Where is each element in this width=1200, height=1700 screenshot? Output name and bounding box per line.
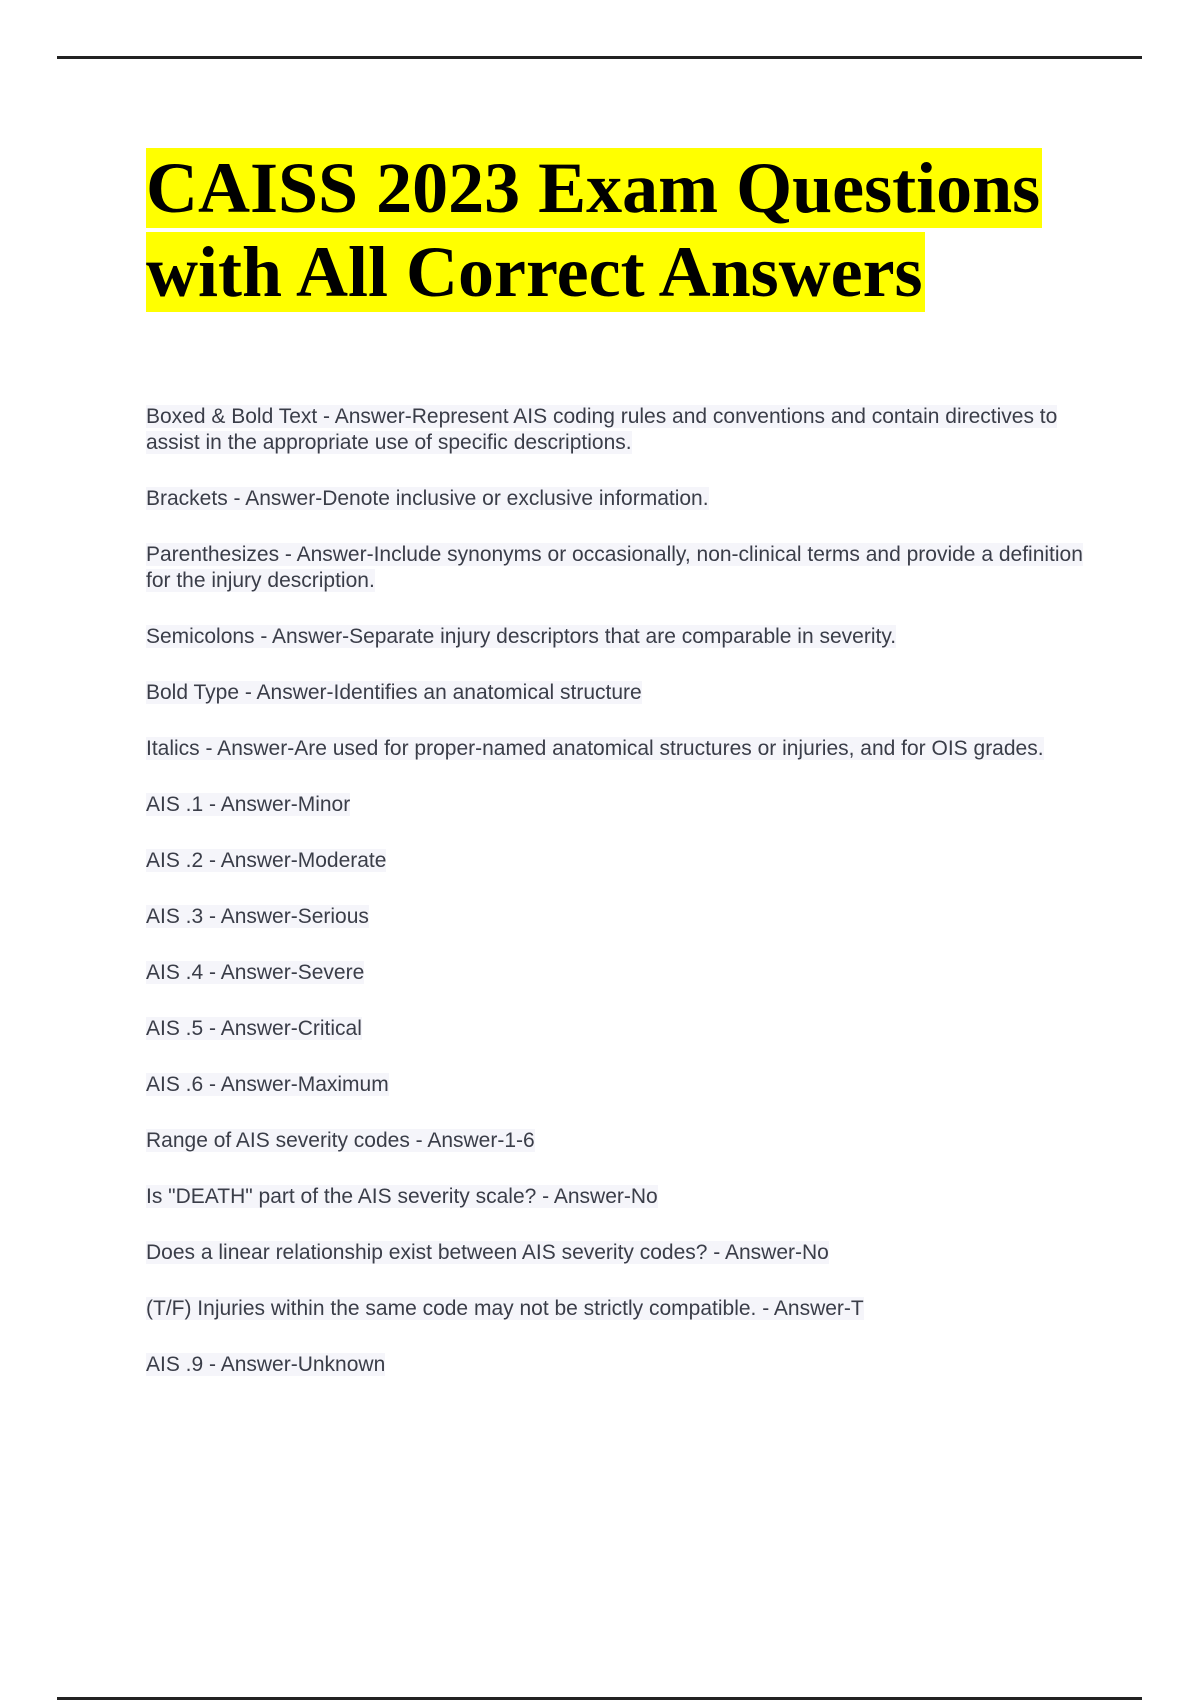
qa-item: AIS .4 - Answer-Severe xyxy=(146,961,365,984)
qa-item: Brackets - Answer-Denote inclusive or exclusive information. xyxy=(146,487,709,510)
qa-item: AIS .5 - Answer-Critical xyxy=(146,1017,362,1040)
qa-item: Range of AIS severity codes - Answer-1-6 xyxy=(146,1129,535,1152)
qa-item: AIS .3 - Answer-Serious xyxy=(146,905,369,928)
qa-item: Semicolons - Answer-Separate injury descriptors that are comparable in severity. xyxy=(146,625,897,648)
qa-item: Parenthesizes - Answer-Include synonyms or occasionally, non-clinical terms and provide a definition for the injury description. xyxy=(146,543,1083,592)
qa-item: AIS .9 - Answer-Unknown xyxy=(146,1353,386,1376)
qa-item: Boxed & Bold Text - Answer-Represent AIS coding rules and conventions and contain directives to assist in the appropriate use of specific descriptions. xyxy=(146,405,1058,454)
title-line-2: with All Correct Answers xyxy=(146,232,923,312)
qa-item: Italics - Answer-Are used for proper-named anatomical structures or injuries, and for OIS grades. xyxy=(146,737,1044,760)
top-rule-divider xyxy=(57,56,1142,59)
qa-item: AIS .1 - Answer-Minor xyxy=(146,793,351,816)
document-title xyxy=(146,146,1076,314)
question-answer-list xyxy=(146,404,1086,1408)
title-line-1: CAISS 2023 Exam Questions xyxy=(146,148,1041,228)
qa-item: AIS .2 - Answer-Moderate xyxy=(146,849,387,872)
qa-item: Does a linear relationship exist between AIS severity codes? - Answer-No xyxy=(146,1241,829,1264)
qa-item: Is "DEATH" part of the AIS severity scale? - Answer-No xyxy=(146,1185,658,1208)
qa-item: (T/F) Injuries within the same code may not be strictly compatible. - Answer-T xyxy=(146,1297,864,1320)
qa-item: Bold Type - Answer-Identifies an anatomical structure xyxy=(146,681,642,704)
qa-item: AIS .6 - Answer-Maximum xyxy=(146,1073,389,1096)
